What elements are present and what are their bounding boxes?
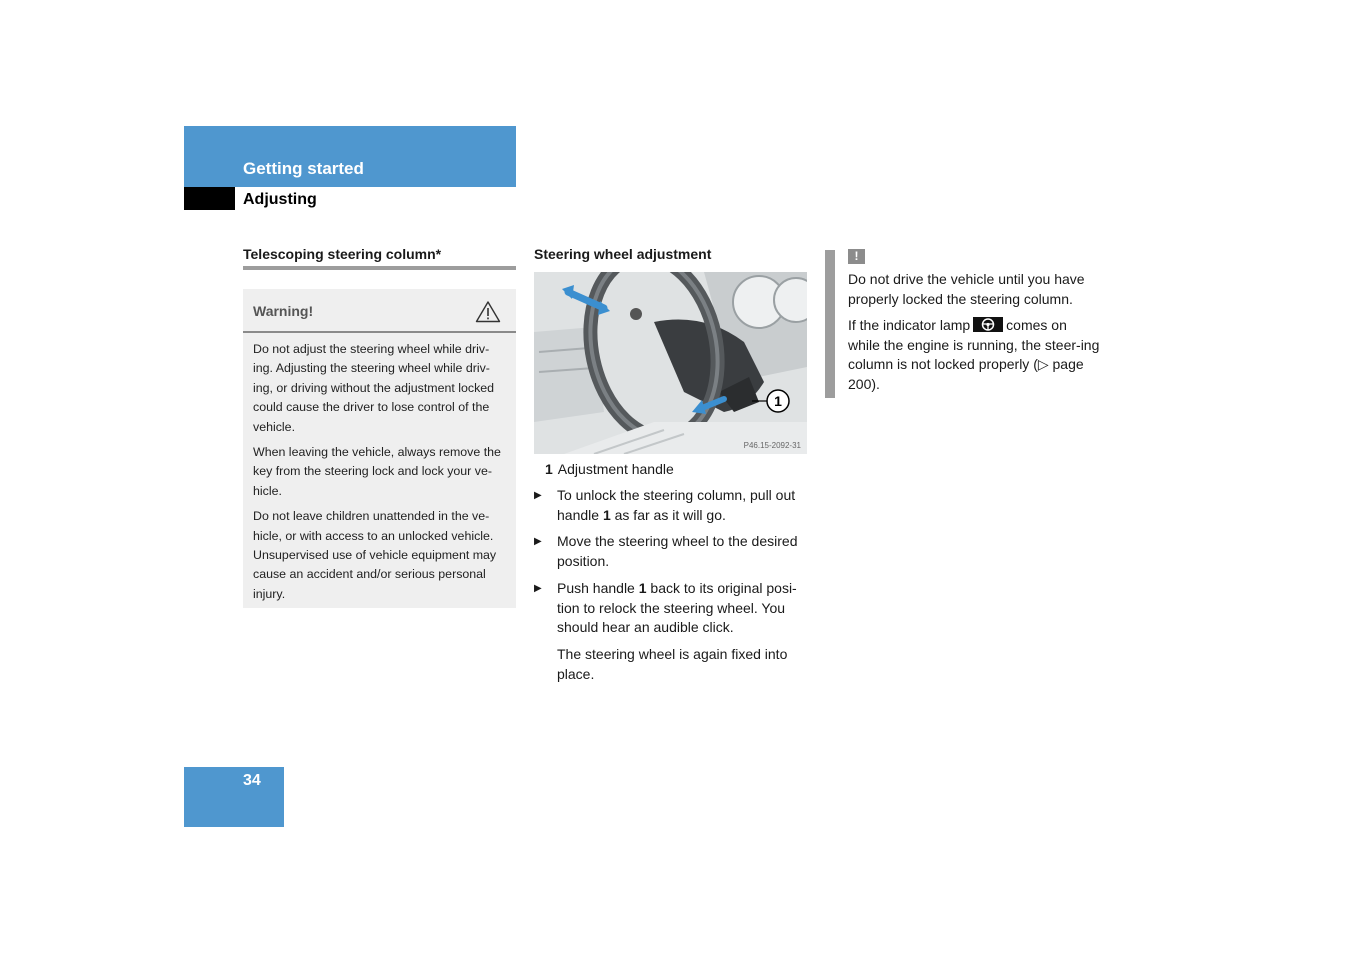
figure-caption — [545, 459, 674, 479]
exclamation-icon: ! — [848, 249, 865, 264]
bullet-arrow-icon: ▶ — [534, 583, 542, 594]
warning-paragraph: Do not leave children unattended in the ve-hicle, or with access to an unlocked vehicle. Unsupervised use of vehicle equipment may cause an accident and/or serious personal injury. — [253, 509, 497, 601]
section-title: Adjusting — [243, 191, 317, 208]
heading-rule — [243, 266, 516, 270]
note-paragraph: Do not drive the vehicle until you have properly locked the steering column. — [848, 271, 1085, 307]
note-paragraph — [848, 316, 1100, 394]
page-number: 34 — [243, 772, 261, 789]
handle-reference: 1 — [638, 580, 647, 596]
warning-triangle-icon — [475, 300, 501, 323]
note-text: comes on while the engine is running, the steer-ing column is not locked properly — [848, 317, 1100, 373]
figure-code: P46.15-2092-31 — [743, 441, 801, 450]
steering-wheel-lamp-icon — [973, 317, 1003, 332]
step-text: Move the steering wheel to the desired position. — [557, 533, 798, 569]
warning-paragraph: When leaving the vehicle, always remove the key from the steering lock and lock your ve-hicle. — [253, 445, 501, 498]
page-reference: (▷ page 200). — [848, 356, 1084, 392]
step-text: back to its original posi-tion to relock the steering wheel. You should hear an audible click. — [557, 580, 797, 636]
instruction-step — [534, 579, 809, 638]
page-number-box — [184, 767, 284, 827]
caption-number: 1 — [545, 461, 553, 477]
warning-title: Warning! — [253, 303, 314, 319]
step-text: Push handle — [557, 580, 639, 596]
warning-header — [243, 289, 516, 333]
chapter-title: Getting started — [243, 159, 364, 178]
step-text: as far as it will go. — [610, 506, 726, 523]
bullet-arrow-icon: ▶ — [534, 536, 542, 547]
section-marker — [184, 187, 235, 210]
handle-reference: 1 — [602, 506, 611, 523]
step-text: To unlock the steering column, pull out handle — [557, 487, 796, 523]
warning-box — [243, 289, 516, 608]
steering-wheel-drawing — [534, 272, 807, 454]
note-body — [848, 270, 1100, 402]
bullet-arrow-icon: ▶ — [534, 490, 542, 501]
steering-wheel-illustration — [534, 272, 807, 454]
warning-body — [253, 340, 507, 610]
note-bar — [825, 250, 835, 398]
note-text: If the indicator lamp — [848, 317, 971, 334]
warning-paragraph: Do not adjust the steering wheel while driv-ing. Adjusting the steering wheel while driv-ing, or driving without the adjustment locked could cause the driver to lose control of the vehicle. — [253, 342, 495, 434]
callout-number: 1 — [774, 393, 782, 409]
telescoping-heading: Telescoping steering column* — [243, 246, 442, 262]
instruction-step — [534, 532, 809, 571]
caption-text: Adjustment handle — [557, 461, 674, 477]
step-result: The steering wheel is again fixed into place. — [557, 646, 788, 682]
steering-adjustment-heading: Steering wheel adjustment — [534, 246, 712, 262]
instruction-step — [534, 486, 809, 525]
